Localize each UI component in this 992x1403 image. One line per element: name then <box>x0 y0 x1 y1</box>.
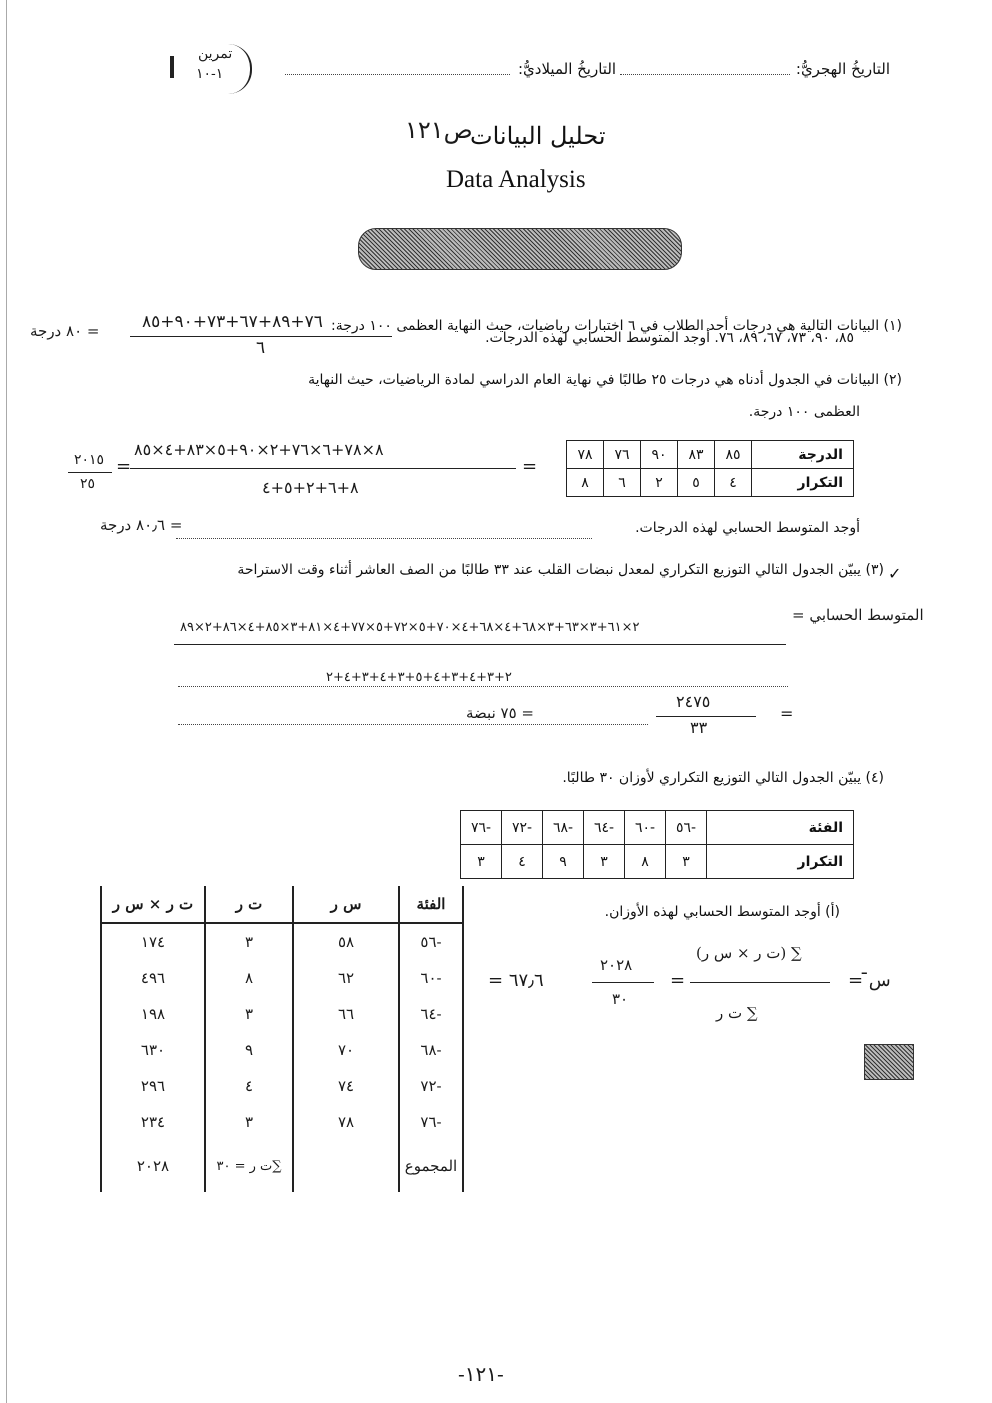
corner-note-top: تمرين <box>198 46 233 62</box>
q2-answer-line <box>176 538 592 539</box>
work-cell: ٣ <box>205 923 293 960</box>
q3-hand-result: = ٧٥ نبضة <box>466 704 534 722</box>
q4-cell-freq-4: ٩ <box>543 845 584 879</box>
q4-hand-formula-lhs: س̄ = <box>848 970 891 991</box>
q4-table-row-class <box>461 811 854 845</box>
table-row <box>101 923 463 960</box>
q1-fraction-bar <box>130 336 392 337</box>
work-cell: ٤٩٦ <box>101 960 205 996</box>
q3-hand-fraction-den: ٣٣ <box>690 718 708 737</box>
q2-cell-score-3: ٨٣ <box>678 441 715 469</box>
q4-work-total-row <box>101 1140 463 1192</box>
gregorian-date-field <box>285 74 510 75</box>
q4-row-label-freq: التكرار <box>707 845 854 879</box>
q3-hand-line2: ٢+٣+٤+٣+٤+٥+٣+٤+٣+٤+٢ <box>326 670 512 685</box>
work-cell: ٦٣٠ <box>101 1032 205 1068</box>
q1-text-line1: (١) البيانات التالية هي درجات أحد الطلاب في ٦ اختبارات رياضيات، حيث النهاية العظمى ١٠٠ درجة: <box>331 318 902 334</box>
q3-hand-label: المتوسط الحسابي = <box>792 606 924 624</box>
q3-equals: = <box>780 704 794 723</box>
q2-equals: = <box>522 456 538 477</box>
q4-part-a: (أ) أوجد المتوسط الحسابي لهذه الأوزان. <box>604 904 840 920</box>
q2-fraction-bar <box>130 468 516 469</box>
q4-work-header-freq: ت ر <box>205 886 293 923</box>
q2-text-line2: العظمى ١٠٠ درجة. <box>748 404 860 420</box>
q3-text: (٣) يبيّن الجدول التالي التوزيع التكراري لمعدل نبضات القلب عند ٣٣ طالبًا من الصف العاشر أثناء وقت الاستراحة <box>237 562 884 578</box>
work-cell: ٣ <box>205 1104 293 1140</box>
q4-work-header-mid: س ر <box>293 886 399 923</box>
table-row <box>101 960 463 996</box>
q2-hand-fraction-den: ٢٥ <box>80 476 96 492</box>
work-cell: ٦٦ <box>293 996 399 1032</box>
work-total-freq: ∑ت ر = ٣٠ <box>205 1140 293 1192</box>
q2-cell-freq-4: ٢ <box>641 469 678 497</box>
q4-equals: = <box>670 970 686 991</box>
table-row <box>101 1068 463 1104</box>
work-cell: ٧٨ <box>293 1104 399 1140</box>
q4-hand-result: = ٦٧٫٦ <box>488 970 544 991</box>
q2-hand-fraction-num: ٢٠١٥ <box>74 452 105 468</box>
q4-cell-freq-5: ٤ <box>502 845 543 879</box>
q4-cell-class-3: ٦٤- <box>584 811 625 845</box>
q2-cell-freq-2: ٤ <box>715 469 752 497</box>
margin-line <box>6 0 7 1403</box>
q3-fraction-bar <box>656 716 756 717</box>
hijri-date-field <box>620 74 790 75</box>
title-arabic: تحليل البيانات <box>470 122 606 150</box>
work-cell: ٦٢ <box>293 960 399 996</box>
q2-hand-denominator: ٨+٦+٢+٥+٤ <box>262 478 359 497</box>
work-cell: ٦٠- <box>399 960 463 996</box>
corner-bracket <box>224 44 252 94</box>
q2-table-row-scores <box>567 441 854 469</box>
title-handwritten-ref: ص١٢١ <box>405 116 473 144</box>
work-cell: ٣ <box>205 996 293 1032</box>
q2-text-line1: (٢) البيانات في الجدول أدناه هي درجات ٢٥ طالبًا في نهاية العام الدراسي لمادة الرياضيات، حيث النهاية <box>308 372 902 388</box>
work-cell: ٧٠ <box>293 1032 399 1068</box>
q2-cell-score-5: ٧٦ <box>604 441 641 469</box>
q1-hand-result: = ٨٠ درجة <box>30 322 100 340</box>
q3-line2-rule <box>178 686 788 687</box>
q1-hand-denominator: ٦ <box>256 338 266 358</box>
q4-row-label-class: الفئة <box>707 811 854 845</box>
work-cell: ٢٣٤ <box>101 1104 205 1140</box>
work-cell: ٧٢- <box>399 1068 463 1104</box>
q4-cell-freq-3: ٣ <box>584 845 625 879</box>
work-cell: ١٧٤ <box>101 923 205 960</box>
work-total-product: ٢٠٢٨ <box>101 1140 205 1192</box>
work-total-empty <box>293 1140 399 1192</box>
q4-cell-class-6: ٧٦- <box>461 811 502 845</box>
q2-table-row-freq <box>567 469 854 497</box>
q4-cell-freq-1: ٣ <box>666 845 707 879</box>
q4-cell-class-4: ٦٨- <box>543 811 584 845</box>
work-cell: ٥٦- <box>399 923 463 960</box>
q4-formula-bar <box>690 982 830 983</box>
hijri-date-label: التاريخُ الهجريُّ: <box>795 60 890 78</box>
work-cell: ٨ <box>205 960 293 996</box>
q4-work-header-class: الفئة <box>399 886 463 923</box>
q4-cell-freq-6: ٣ <box>461 845 502 879</box>
corner-note-bottom: ١-١٠ <box>196 66 224 82</box>
work-cell: ٧٤ <box>293 1068 399 1104</box>
work-cell: ٦٤- <box>399 996 463 1032</box>
q2-cell-score-2: ٨٥ <box>715 441 752 469</box>
page-number: -١٢١- <box>458 1362 504 1386</box>
q2-scores-table <box>566 440 854 497</box>
q4-cell-class-1: ٥٦- <box>666 811 707 845</box>
q2-cell-score-6: ٧٨ <box>567 441 604 469</box>
checkmark-icon: ✓ <box>888 564 902 583</box>
work-cell: ٢٩٦ <box>101 1068 205 1104</box>
hatched-mark <box>864 1044 914 1080</box>
q4-weights-table <box>460 810 854 879</box>
q4-hand-formula-den: ∑ ت ر <box>716 1004 758 1022</box>
work-cell: ٤ <box>205 1068 293 1104</box>
q4-table-row-freq <box>461 845 854 879</box>
q4-text: (٤) يبيّن الجدول التالي التوزيع التكراري لأوزان ٣٠ طالبًا. <box>562 770 884 786</box>
q2-row-label-score: الدرجة <box>752 441 854 469</box>
q4-cell-freq-2: ٨ <box>625 845 666 879</box>
table-row <box>101 1032 463 1068</box>
q4-work-header <box>101 886 463 923</box>
q4-hand-fraction-den: ٣٠ <box>612 990 629 1008</box>
q2-row-label-freq: التكرار <box>752 469 854 497</box>
work-cell: ٥٨ <box>293 923 399 960</box>
q2-cell-freq-3: ٥ <box>678 469 715 497</box>
q1-text-line2: ٨٥، ٩٠، ٧٣، ٦٧، ٨٩، ٧٦. أوجد المتوسط الحسابي لهذه الدرجات. <box>485 330 854 346</box>
work-cell: ٩ <box>205 1032 293 1068</box>
title-english: Data Analysis <box>446 166 586 193</box>
q2-cell-freq-6: ٨ <box>567 469 604 497</box>
q3-numerator-rule <box>174 644 786 645</box>
q1-hand-numerator: ٧٦+٨٩+٦٧+٧٣+٩٠+٨٥ <box>142 312 323 332</box>
q4-hand-fraction-num: ٢٠٢٨ <box>600 956 633 974</box>
table-row <box>101 1104 463 1140</box>
table-row <box>101 996 463 1032</box>
corner-mark <box>170 56 174 78</box>
q4-work-header-product: ت ر × س ر <box>101 886 205 923</box>
q2-find-text: أوجد المتوسط الحسابي لهذه الدرجات. <box>635 520 860 536</box>
q3-hand-fraction-num: ٢٤٧٥ <box>676 692 711 711</box>
q3-hand-line1: ٢×٦١+٣×٦٣+٣×٦٨+٤×٦٨+٤×٧٠+٥×٧٢+٥×٧٧+٤×٨١+٣×٨٥+٤×٨٦+٢×٨٩ <box>180 620 640 635</box>
work-cell: ٦٨- <box>399 1032 463 1068</box>
work-cell: ١٩٨ <box>101 996 205 1032</box>
work-cell: ٧٦- <box>399 1104 463 1140</box>
q2-hand-numerator: ٨×٧٨+٦×٧٦+٢×٩٠+٥×٨٣+٤×٨٥ <box>134 440 384 459</box>
q4-fraction-bar <box>592 982 654 983</box>
q2-equals-left: = <box>116 456 132 477</box>
q2-cell-score-4: ٩٠ <box>641 441 678 469</box>
q4-hand-formula-num: ∑ (ت ر × س ر) <box>696 944 802 962</box>
q2-hand-result: = ٨٠٫٦ درجة <box>100 516 183 534</box>
work-total-label: المجموع <box>399 1140 463 1192</box>
q4-work-table <box>100 886 464 1192</box>
q4-cell-class-2: ٦٠- <box>625 811 666 845</box>
section-banner <box>358 228 682 270</box>
q2-result-fraction-bar <box>68 472 112 473</box>
q2-cell-freq-5: ٦ <box>604 469 641 497</box>
gregorian-date-label: التاريخُ الميلاديُّ: <box>518 60 617 78</box>
q4-cell-class-5: ٧٢- <box>502 811 543 845</box>
q3-result-rule <box>178 724 648 725</box>
